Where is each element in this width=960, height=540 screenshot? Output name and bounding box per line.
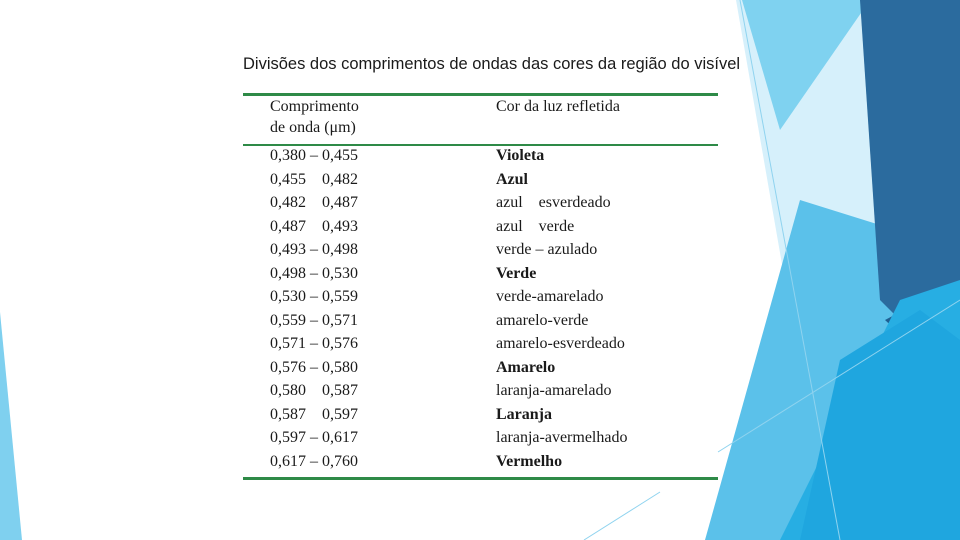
- table-row: [243, 217, 718, 241]
- color-cell: amarelo-verde: [496, 311, 589, 329]
- table-row: [243, 193, 718, 217]
- table-row: [243, 358, 718, 382]
- wavelength-cell: 0,576 – 0,580: [270, 358, 358, 376]
- table-row: [243, 405, 718, 429]
- color-cell: laranja-amarelado: [496, 382, 612, 399]
- wavelength-cell: 0,571 – 0,576: [270, 335, 358, 352]
- color-cell: verde-amarelado: [496, 288, 604, 305]
- table-row: [243, 146, 718, 170]
- header-wavelength: [270, 96, 470, 138]
- table-row: [243, 170, 718, 194]
- wavelength-cell: 0,455 0,482: [270, 170, 358, 188]
- wavelength-cell: 0,498 – 0,530: [270, 264, 358, 282]
- color-cell: Azul: [496, 170, 528, 188]
- wavelength-cell: 0,530 – 0,559: [270, 288, 358, 305]
- wavelength-cell: 0,493 – 0,498: [270, 241, 358, 258]
- table-body: [243, 146, 718, 475]
- color-cell: Laranja: [496, 405, 552, 423]
- color-cell: amarelo-esverdeado: [496, 335, 625, 352]
- wavelength-cell: 0,487 0,493: [270, 217, 358, 235]
- wavelength-cell: 0,587 0,597: [270, 405, 358, 423]
- color-cell: Amarelo: [496, 358, 556, 376]
- table-row: [243, 311, 718, 335]
- header-reflected-color: Cor da luz refletida: [496, 98, 620, 115]
- table-row: [243, 334, 718, 358]
- wavelength-cell: 0,482 0,487: [270, 194, 358, 211]
- table-bottom-rule: [243, 477, 718, 480]
- table-row: [243, 452, 718, 476]
- table-row: [243, 240, 718, 264]
- table-row: [243, 381, 718, 405]
- color-cell: Verde: [496, 264, 537, 282]
- table-row: [243, 287, 718, 311]
- color-cell: Vermelho: [496, 452, 563, 470]
- deco-line-3: [584, 492, 660, 540]
- wavelength-cell: 0,617 – 0,760: [270, 452, 358, 470]
- color-cell: Violeta: [496, 147, 545, 164]
- color-cell: azul verde: [496, 217, 575, 235]
- color-cell: laranja-avermelhado: [496, 429, 628, 446]
- wavelength-cell: 0,580 0,587: [270, 382, 358, 399]
- header-wavelength-line1: Comprimento: [270, 98, 359, 115]
- header-wavelength-line2: de onda (μm): [270, 119, 356, 136]
- left-edge-shape: [0, 312, 22, 540]
- table-row: [243, 428, 718, 452]
- color-cell: azul esverdeado: [496, 194, 611, 211]
- table-caption: Divisões dos comprimentos de ondas das cores da região do visível: [243, 55, 741, 73]
- table-row: [243, 264, 718, 288]
- color-cell: verde – azulado: [496, 241, 598, 258]
- wavelength-cell: 0,597 – 0,617: [270, 429, 358, 446]
- wavelength-cell: 0,559 – 0,571: [270, 311, 358, 329]
- wavelength-cell: 0,380 – 0,455: [270, 147, 358, 164]
